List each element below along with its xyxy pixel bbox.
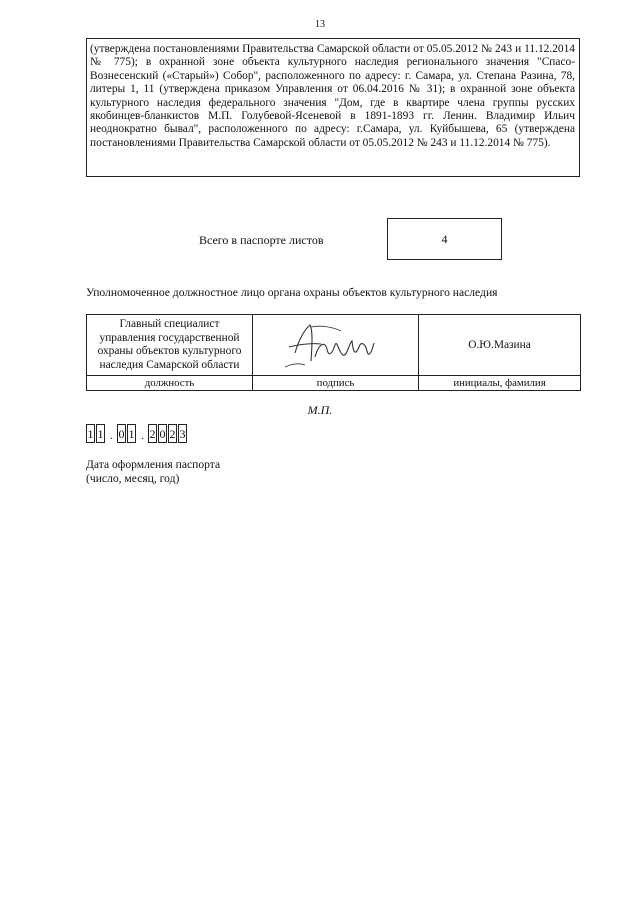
official-name: О.Ю.Мазина	[468, 339, 531, 351]
date-month-digit: 0	[117, 424, 126, 443]
signature-caption: подпись	[253, 376, 419, 391]
date-label-line: Дата оформления паспорта	[86, 458, 221, 471]
position-line: Главный специалист	[119, 318, 220, 330]
signature-cell	[253, 315, 419, 376]
date-boxes	[86, 424, 188, 443]
date-year-digit: 2	[148, 424, 157, 443]
date-day-digit: 1	[86, 424, 95, 443]
date-year-digit: 0	[158, 424, 167, 443]
position-line: наследия Самарской области	[99, 358, 240, 371]
official-caption: Уполномоченное должностное лицо органа охраны объектов культурного наследия	[86, 286, 498, 299]
date-separator: .	[141, 428, 144, 442]
total-sheets-label: Всего в паспорте листов	[199, 233, 324, 247]
date-separator: .	[110, 428, 113, 442]
position-line: управления государственной	[99, 331, 240, 344]
date-year-digit: 2	[168, 424, 177, 443]
page-number: 13	[315, 19, 325, 30]
signature-table-main-row	[87, 315, 581, 376]
signature-table-caption-row	[87, 376, 581, 391]
position-line: охраны объектов культурного	[97, 345, 242, 357]
date-label-line: (число, месяц, год)	[86, 472, 180, 485]
date-day-digit: 1	[96, 424, 105, 443]
date-label	[86, 458, 220, 486]
total-sheets-value: 4	[441, 231, 448, 246]
name-caption: инициалы, фамилия	[419, 376, 581, 391]
stamp-place: М.П.	[307, 403, 333, 417]
handwritten-signature	[281, 317, 391, 373]
date-month-digit: 1	[127, 424, 136, 443]
signature-table	[86, 314, 581, 391]
position-text	[87, 318, 252, 372]
total-sheets-box	[387, 218, 502, 260]
protection-zone-text-box: (утверждена постановлениями Правительства Самарской области от 05.05.2012 № 243 и 11.12.2014 № 775); в охранной зоне объекта культурного наследия регионального значения "Спасо-Вознесенский («Старый») Собор", расположенного по адресу: г. Самара, ул. Степана Разина, 78, литеры 1, 11 (утверждена приказом Управления от 06.04.2016 № 31); в охранной зоне объекта культурного наследия федерального значения "Дом, где в квартире члена группы русских якобинцев-бланкистов М.П. Голубевой-Ясеневой в 1891-1893 гг. Ленин. Владимир Ильич неоднократно бывал", расположенного по адресу: г.Самара, ул. Куйбышева, 65 (утверждена постановлениями Правительства Самарской области от 05.05.2012 № 243 и 11.12.2014 № 775).	[86, 38, 580, 177]
date-year-digit: 3	[178, 424, 187, 443]
position-cell	[87, 315, 253, 376]
position-caption: должность	[87, 376, 253, 391]
name-cell	[419, 315, 581, 376]
